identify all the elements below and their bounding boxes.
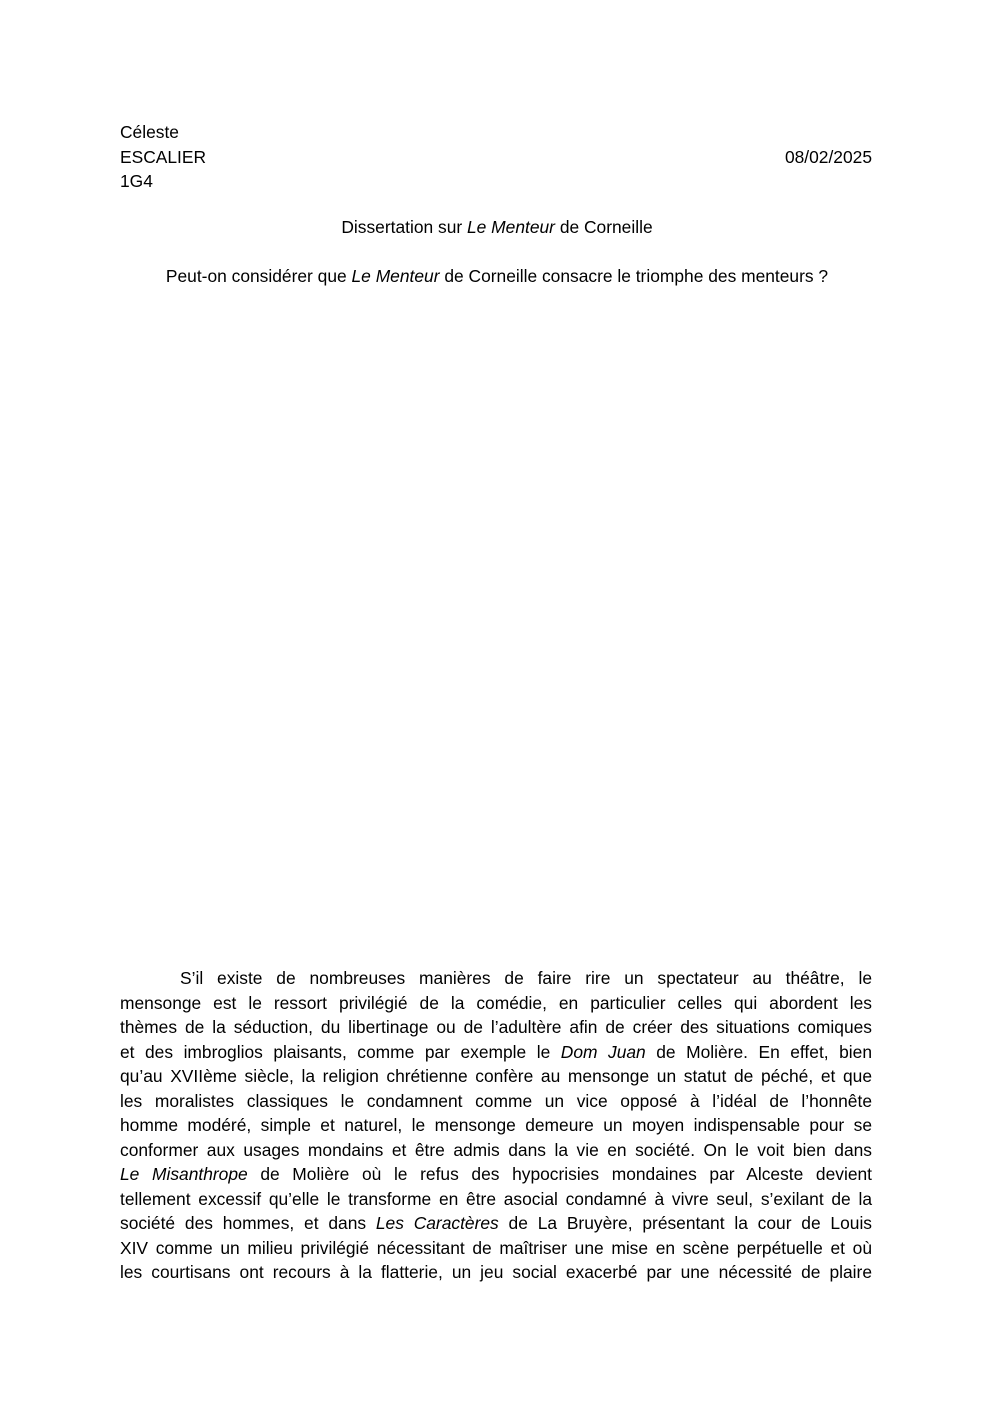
dissertation-question bbox=[0, 264, 994, 289]
title-suffix: de Corneille bbox=[554, 217, 653, 237]
paragraph-line: homme modéré, simple et naturel, le mensonge demeure un moyen indispensable pour se bbox=[120, 1115, 872, 1135]
paragraph-line: thèmes de la séduction, du libertinage ou de l’adultère afin de créer des situations comiques bbox=[120, 1017, 872, 1037]
paragraph-line: les courtisans ont recours à la flatterie, un jeu social exacerbé par une nécessité de plaire bbox=[120, 1262, 872, 1282]
introduction-paragraph bbox=[120, 966, 872, 1285]
work-title-dom-juan: Dom Juan bbox=[560, 1041, 646, 1062]
author-class: 1G4 bbox=[120, 171, 153, 191]
work-title-caracteres: Les Caractères bbox=[375, 1213, 499, 1233]
work-title-misanthrope: Le Misanthrope bbox=[120, 1164, 248, 1184]
question-work: Le Menteur bbox=[351, 266, 440, 286]
paragraph-line: conformer aux usages mondains et être admis dans la vie en société. On le voit bien dans bbox=[120, 1139, 872, 1160]
question-prefix: Peut-on considérer que bbox=[165, 266, 352, 286]
title-work: Le Menteur bbox=[467, 217, 555, 237]
paragraph-line bbox=[120, 1162, 872, 1187]
question-suffix: de Corneille consacre le triomphe des menteurs ? bbox=[439, 266, 829, 286]
paragraph-line bbox=[120, 1211, 872, 1236]
line-text: de Molière où le refus des hypocrisies mondaines par Alceste devient bbox=[247, 1164, 872, 1184]
paragraph-line: XIV comme un milieu privilégié nécessitant de maîtriser une mise en scène perpétuelle et où bbox=[120, 1237, 872, 1258]
line-text: société des hommes, et dans bbox=[120, 1213, 376, 1233]
author-block bbox=[120, 120, 206, 194]
paragraph-line: qu’au XVIIème siècle, la religion chrétienne confère au mensonge un statut de péché, et que bbox=[120, 1066, 872, 1086]
paragraph-line: S’il existe de nombreuses manières de faire rire un spectateur au théâtre, le bbox=[180, 968, 872, 988]
author-first-name: Céleste bbox=[120, 122, 179, 142]
document-title bbox=[0, 215, 994, 240]
paragraph-line: mensonge est le ressort privilégié de la comédie, en particulier celles qui abordent les bbox=[120, 992, 872, 1013]
paragraph-line: les moralistes classiques le condamnent comme un vice opposé à l’idéal de l’honnête bbox=[120, 1090, 872, 1111]
paragraph-line bbox=[120, 1040, 872, 1065]
line-text: de La Bruyère, présentant la cour de Louis bbox=[498, 1213, 873, 1233]
author-last-name: ESCALIER bbox=[120, 146, 207, 167]
line-text: de Molière. En effet, bien bbox=[645, 1041, 872, 1062]
document-date: 08/02/2025 bbox=[784, 146, 872, 167]
title-prefix: Dissertation sur bbox=[341, 217, 467, 237]
paragraph-line: tellement excessif qu’elle le transforme en être asocial condamné à vivre seul, s’exilant de la bbox=[120, 1188, 872, 1209]
line-text: et des imbroglios plaisants, comme par exemple le bbox=[120, 1041, 561, 1062]
